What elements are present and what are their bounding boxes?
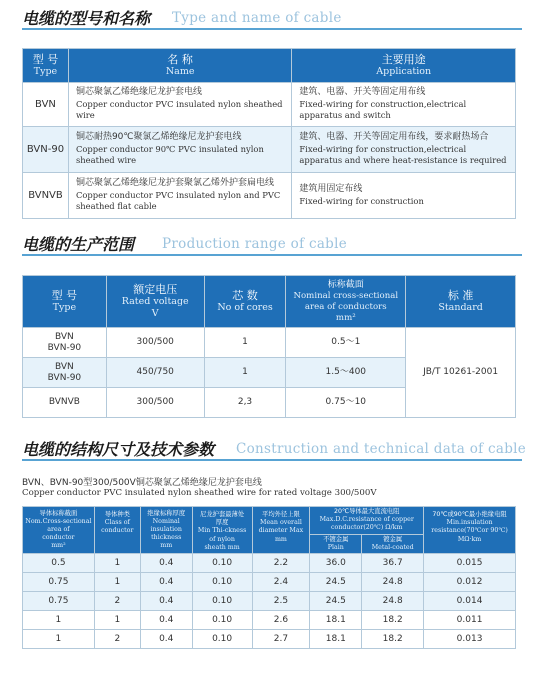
header-name: 名 称 Name	[68, 49, 291, 83]
cell-plain: 18.1	[310, 611, 362, 630]
cell-insulation: 0.4	[140, 611, 192, 630]
section-type-name-header	[22, 6, 522, 30]
table-row	[23, 630, 516, 649]
cell-name: 铜芯聚氯乙烯绝缘尼龙护套电线 Copper conductor PVC insulated nylon sheathed wire	[68, 83, 291, 127]
cell-type: BVN-90	[23, 127, 69, 173]
cell-insulation: 0.4	[140, 592, 192, 611]
cell-application: 建筑、电器、开关等固定用布线 Fixed-wiring for construction,electrical apparatus and switch	[292, 83, 516, 127]
table-header-row	[23, 276, 516, 328]
cell-standard: JB/T 10261-2001	[406, 328, 516, 418]
cell-class: 1	[94, 573, 140, 592]
cell-sheath: 0.10	[192, 592, 252, 611]
section-rule	[22, 459, 522, 461]
cell-plain: 18.1	[310, 630, 362, 649]
header-rated-voltage: 额定电压 Rated voltage V	[106, 276, 204, 328]
cell-area: 0.5	[23, 554, 95, 573]
cell-insres: 0.013	[424, 630, 516, 649]
header-area: 导体标称截面 Nom.Cross-sectional area of conductor mm²	[23, 507, 95, 554]
cell-diameter: 2.4	[252, 573, 310, 592]
cell-area: 0.75	[23, 592, 95, 611]
section-title-cn: 电缆的型号和名称	[22, 9, 151, 28]
cell-cores: 1	[204, 328, 286, 358]
table-row	[23, 173, 516, 219]
section-production-range-header	[22, 232, 522, 256]
section-title-en: Construction and technical data of cable	[236, 441, 527, 457]
cell-area: 1.5～400	[286, 358, 406, 388]
type-name-table	[22, 48, 516, 219]
cell-application: 建筑、电器、开关等固定用布线，要求耐热场合 Fixed-wiring for construction,electrical apparatus and where heat-resistance is required	[292, 127, 516, 173]
cell-insulation: 0.4	[140, 573, 192, 592]
cell-insres: 0.014	[424, 592, 516, 611]
cell-plain: 36.0	[310, 554, 362, 573]
cell-type: BVN BVN-90	[23, 328, 107, 358]
header-nominal-area: 标称截面 Nominal cross-sectional area of conductors mm²	[286, 276, 406, 328]
cell-plain: 24.5	[310, 592, 362, 611]
cell-plain: 24.5	[310, 573, 362, 592]
cell-coated: 18.2	[362, 611, 424, 630]
cell-diameter: 2.5	[252, 592, 310, 611]
cell-type: BVN BVN-90	[23, 358, 107, 388]
subtitle-cn: BVN、BVN-90型300/500V铜芯聚氯乙烯绝缘尼龙护套电线	[22, 478, 262, 488]
header-type: 型 号 Type	[23, 276, 107, 328]
cell-cores: 2,3	[204, 388, 286, 418]
cell-sheath: 0.10	[192, 611, 252, 630]
header-standard: 标 准 Standard	[406, 276, 516, 328]
cell-area: 1	[23, 611, 95, 630]
technical-data-table	[22, 506, 516, 649]
table-row	[23, 592, 516, 611]
table-row	[23, 611, 516, 630]
cell-sheath: 0.10	[192, 554, 252, 573]
cell-voltage: 300/500	[106, 328, 204, 358]
cell-area: 0.75	[23, 573, 95, 592]
header-sheath: 尼龙护套最薄处 厚度 Min Thi-ckness of nylon sheath mm	[192, 507, 252, 554]
cell-area: 0.5～1	[286, 328, 406, 358]
section-title-en: Production range of cable	[162, 236, 348, 252]
table-row	[23, 328, 516, 358]
cell-diameter: 2.2	[252, 554, 310, 573]
section-rule	[22, 28, 522, 30]
cell-insres: 0.015	[424, 554, 516, 573]
cell-class: 2	[94, 630, 140, 649]
cell-application: 建筑用固定布线 Fixed-wiring for construction	[292, 173, 516, 219]
cell-insulation: 0.4	[140, 630, 192, 649]
cell-coated: 36.7	[362, 554, 424, 573]
header-metal-coated: 镀金属 Metal-coated	[362, 534, 424, 553]
cell-voltage: 450/750	[106, 358, 204, 388]
table-header-row	[23, 507, 516, 535]
header-type: 型 号 Type	[23, 49, 69, 83]
cell-cores: 1	[204, 358, 286, 388]
production-range-table	[22, 275, 516, 418]
table-row	[23, 127, 516, 173]
header-cores: 芯 数 No of cores	[204, 276, 286, 328]
section-title-en: Type and name of cable	[172, 10, 342, 26]
header-diameter: 平均外径上限 Mean overall diameter Max mm	[252, 507, 310, 554]
cell-type: BVNVB	[23, 388, 107, 418]
cell-voltage: 300/500	[106, 388, 204, 418]
section-title-cn: 电缆的结构尺寸及技术参数	[22, 440, 215, 459]
table-header-row	[23, 49, 516, 83]
cell-insres: 0.012	[424, 573, 516, 592]
cell-area: 0.75～10	[286, 388, 406, 418]
cell-coated: 24.8	[362, 573, 424, 592]
cell-diameter: 2.6	[252, 611, 310, 630]
cell-insulation: 0.4	[140, 554, 192, 573]
cell-type: BVNVB	[23, 173, 69, 219]
cell-coated: 18.2	[362, 630, 424, 649]
cell-class: 2	[94, 592, 140, 611]
cell-name: 铜芯耐热90℃聚氯乙烯绝缘尼龙护套电线 Copper conductor 90℃ PVC insulated nylon sheathed wire	[68, 127, 291, 173]
header-insulation-resistance: 70℃或90℃最小绝缘电阻 Min.insulation resistance(70℃or 90℃) MΩ·km	[424, 507, 516, 554]
cell-sheath: 0.10	[192, 573, 252, 592]
cell-class: 1	[94, 611, 140, 630]
header-class: 导体种类 Class of conductor	[94, 507, 140, 554]
cell-insres: 0.011	[424, 611, 516, 630]
header-plain: 不镀金属 Plain	[310, 534, 362, 553]
cell-type: BVN	[23, 83, 69, 127]
cell-area: 1	[23, 630, 95, 649]
section-title-cn: 电缆的生产范围	[22, 235, 135, 254]
cell-coated: 24.8	[362, 592, 424, 611]
section-rule	[22, 254, 522, 256]
header-resistance: 20℃导体最大直流电阻 Max.D.C.resistance of copper conductor(20℃) Ω/km	[310, 507, 424, 535]
header-insulation: 绝缘标称厚度 Nominal insulation thickness mm	[140, 507, 192, 554]
cell-name: 铜芯聚氯乙烯绝缘尼龙护套聚氯乙烯外护套扁电线 Copper conductor PVC insulated nylon and PVC sheathed flat cable	[68, 173, 291, 219]
cell-sheath: 0.10	[192, 630, 252, 649]
table-row	[23, 573, 516, 592]
table-row	[23, 554, 516, 573]
table-row	[23, 83, 516, 127]
subtitle-en: Copper conductor PVC insulated nylon sheathed wire for rated voltage 300/500V	[22, 488, 377, 498]
cell-diameter: 2.7	[252, 630, 310, 649]
cell-class: 1	[94, 554, 140, 573]
header-application: 主要用途 Application	[292, 49, 516, 83]
section-construction-header	[22, 437, 527, 461]
